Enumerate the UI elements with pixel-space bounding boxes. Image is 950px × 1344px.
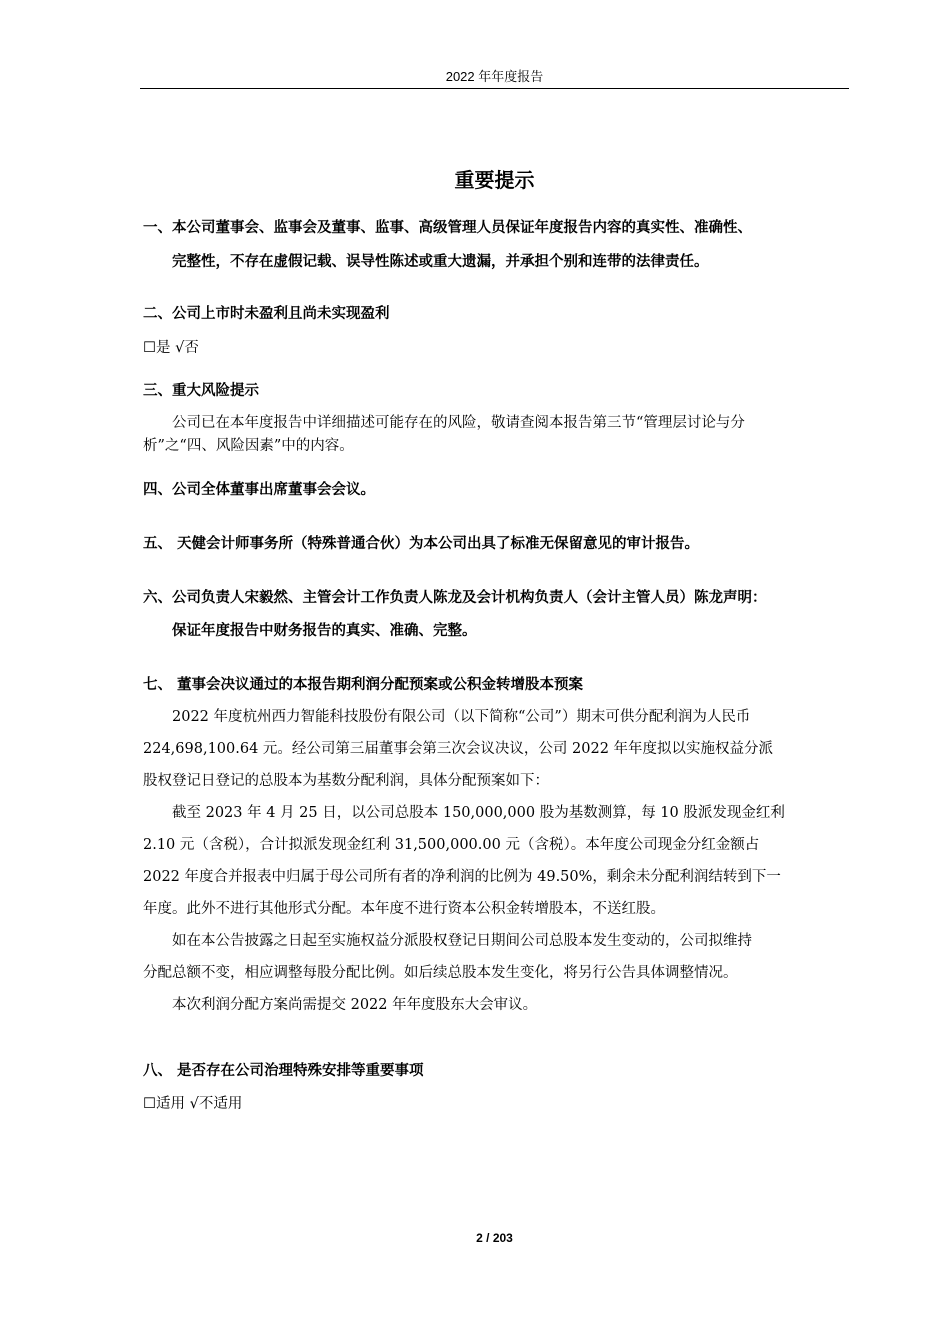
section-6-line-2: 保证年度报告中财务报告的真实、准确、完整。 (172, 623, 477, 639)
section-2-heading: 二、公司上市时未盈利且尚未实现盈利 (143, 306, 390, 322)
section-7-line-1: 2022 年度杭州西力智能科技股份有限公司（以下简称“公司”）期末可供分配利润为人民币 (172, 709, 751, 725)
section-7-line-5: 2.10 元（含税），合计拟派发现金红利 31,500,000.00 元（含税）。本年度公司现金分红金额占 (143, 837, 760, 853)
section-2-options: ☐是 √否 (143, 340, 199, 356)
section-7-line-4: 截至 2023 年 4 月 25 日，以公司总股本 150,000,000 股为基数测算，每 10 股派发现金红利 (172, 805, 785, 821)
section-7-line-8: 如在本公告披露之日起至实施权益分派股权登记日期间公司总股本发生变动的，公司拟维持 (172, 933, 752, 949)
section-3-heading: 三、重大风险提示 (143, 383, 259, 399)
section-8-heading: 八、 是否存在公司治理特殊安排等重要事项 (143, 1063, 424, 1079)
section-3-para-line-2: 析”之“四、风险因素”中的内容。 (143, 438, 354, 454)
section-1-line-1: 一、本公司董事会、监事会及董事、监事、高级管理人员保证年度报告内容的真实性、准确性、 (143, 220, 752, 236)
section-7-line-3: 股权登记日登记的总股本为基数分配利润，具体分配预案如下： (143, 773, 549, 789)
page-title: 重要提示 (454, 168, 535, 192)
page-header: 2022 年年度报告 (445, 69, 544, 84)
section-8-options: ☐适用 √不适用 (143, 1096, 243, 1112)
section-7-line-7: 年度。此外不进行其他形式分配。本年度不进行资本公积金转增股本，不送红股。 (143, 901, 665, 917)
page-number: 2 / 203 (476, 1231, 513, 1245)
section-3-para-line-1: 公司已在本年度报告中详细描述可能存在的风险，敬请查阅本报告第三节“管理层讨论与分 (172, 415, 745, 431)
section-7-line-2: 224,698,100.64 元。经公司第三届董事会第三次会议决议，公司 2022 年年度拟以实施权益分派 (143, 741, 774, 757)
section-5-heading: 五、 天健会计师事务所（特殊普通合伙）为本公司出具了标准无保留意见的审计报告。 (143, 536, 700, 552)
header-divider (140, 88, 849, 89)
section-4-heading: 四、公司全体董事出席董事会会议。 (143, 482, 375, 498)
section-1-line-2: 完整性，不存在虚假记载、误导性陈述或重大遗漏，并承担个别和连带的法律责任。 (172, 254, 709, 270)
section-7-heading: 七、 董事会决议通过的本报告期利润分配预案或公积金转增股本预案 (143, 677, 584, 693)
section-6-line-1: 六、公司负责人宋毅然、主管会计工作负责人陈龙及会计机构负责人（会计主管人员）陈龙声明： (143, 590, 767, 606)
section-7-line-9: 分配总额不变，相应调整每股分配比例。如后续总股本发生变化，将另行公告具体调整情况。 (143, 965, 738, 981)
section-7-line-6: 2022 年度合并报表中归属于母公司所有者的净利润的比例为 49.50%，剩余未分配利润结转到下一 (143, 869, 781, 885)
section-7-line-10: 本次利润分配方案尚需提交 2022 年年度股东大会审议。 (172, 997, 538, 1013)
